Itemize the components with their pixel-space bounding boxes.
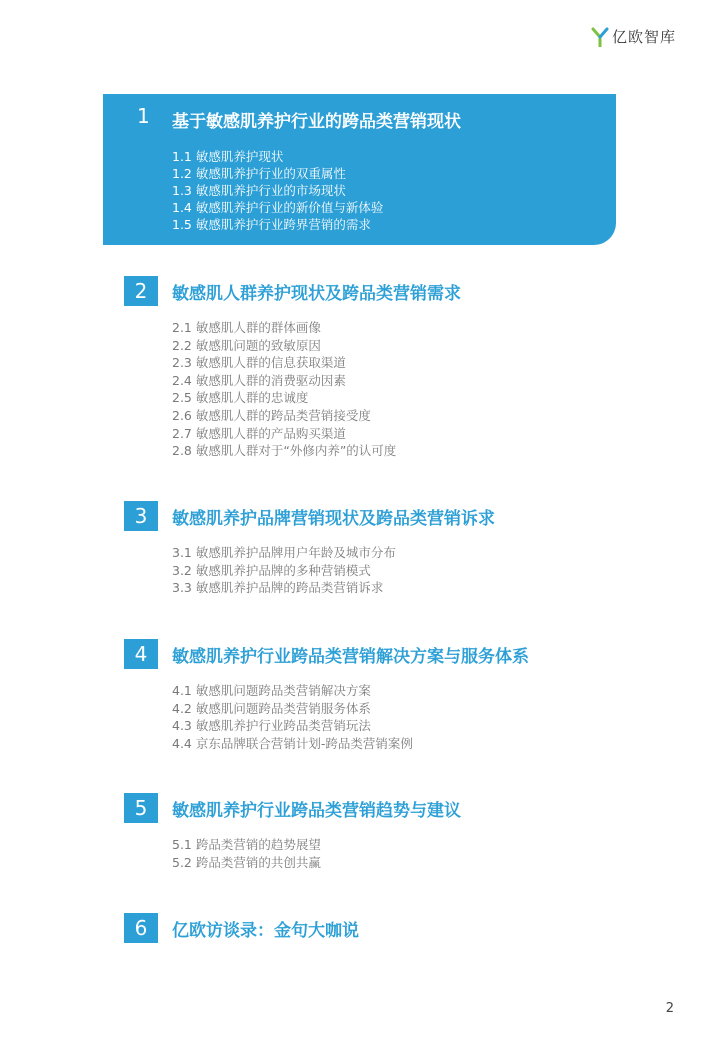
subsection-item[interactable]: 3.1 敏感肌养护品牌用户年龄及城市分布 bbox=[172, 545, 396, 560]
subsection-list bbox=[172, 836, 321, 871]
subsection-item[interactable]: 2.6 敏感肌人群的跨品类营销接受度 bbox=[172, 407, 371, 423]
section-title: 敏感肌养护品牌营销现状及跨品类营销诉求 bbox=[172, 509, 495, 529]
subsection-item[interactable]: 5.2 跨品类营销的共创共赢 bbox=[172, 854, 321, 870]
subsection-item[interactable]: 5.1 跨品类营销的趋势展望 bbox=[172, 837, 321, 852]
yiou-y-logo-icon bbox=[591, 27, 609, 47]
subsection-item[interactable]: 1.4 敏感肌养护行业的新价值与新体验 bbox=[172, 200, 384, 215]
subsection-item[interactable]: 4.2 敏感肌问题跨品类营销服务体系 bbox=[172, 700, 371, 716]
subsection-item[interactable]: 1.1 敏感肌养护现状 bbox=[172, 149, 284, 164]
section-title: 敏感肌养护行业跨品类营销解决方案与服务体系 bbox=[172, 647, 529, 667]
subsection-item[interactable]: 2.8 敏感肌人群对于“外修内养”的认可度 bbox=[172, 443, 397, 459]
brand-logo bbox=[591, 26, 676, 47]
subsection-item[interactable]: 3.2 敏感肌养护品牌的多种营销模式 bbox=[172, 562, 371, 578]
subsection-item[interactable]: 1.3 敏感肌养护行业的市场现状 bbox=[172, 183, 346, 198]
subsection-item[interactable]: 2.4 敏感肌人群的消费驱动因素 bbox=[172, 372, 346, 388]
subsection-item[interactable]: 4.1 敏感肌问题跨品类营销解决方案 bbox=[172, 683, 371, 698]
subsection-list bbox=[172, 148, 383, 233]
page-number: 2 bbox=[665, 1001, 674, 1016]
section-title: 敏感肌养护行业跨品类营销趋势与建议 bbox=[172, 801, 461, 821]
subsection-item[interactable]: 2.1 敏感肌人群的群体画像 bbox=[172, 320, 321, 335]
subsection-item[interactable]: 2.7 敏感肌人群的产品购买渠道 bbox=[172, 425, 346, 441]
toc-section-1-highlighted[interactable] bbox=[103, 94, 616, 245]
section-title: 敏感肌人群养护现状及跨品类营销需求 bbox=[172, 284, 461, 304]
subsection-item[interactable]: 1.5 敏感肌养护行业跨界营销的需求 bbox=[172, 217, 371, 232]
section-number-badge: 4 bbox=[124, 639, 158, 669]
subsection-list bbox=[172, 544, 396, 597]
section-title: 亿欧访谈录：金句大咖说 bbox=[172, 921, 359, 941]
section-number-badge: 5 bbox=[124, 793, 158, 823]
subsection-item[interactable]: 2.2 敏感肌问题的致敏原因 bbox=[172, 337, 321, 353]
subsection-item[interactable]: 1.2 敏感肌养护行业的双重属性 bbox=[172, 166, 346, 181]
subsection-item[interactable]: 2.5 敏感肌人群的忠诚度 bbox=[172, 390, 309, 406]
section-number-badge: 2 bbox=[124, 276, 158, 306]
logo-text: 亿欧智库 bbox=[611, 28, 676, 46]
section-number-badge: 6 bbox=[124, 913, 158, 943]
subsection-list bbox=[172, 319, 396, 460]
section-number: 1 bbox=[137, 104, 150, 128]
section-number-badge: 3 bbox=[124, 501, 158, 531]
subsection-list bbox=[172, 682, 413, 752]
section-title: 基于敏感肌养护行业的跨品类营销现状 bbox=[172, 112, 461, 132]
subsection-item[interactable]: 4.3 敏感肌养护行业跨品类营销玩法 bbox=[172, 718, 371, 734]
subsection-item[interactable]: 2.3 敏感肌人群的信息获取渠道 bbox=[172, 355, 346, 371]
subsection-item[interactable]: 4.4 京东品牌联合营销计划-跨品类营销案例 bbox=[172, 735, 413, 751]
subsection-item[interactable]: 3.3 敏感肌养护品牌的跨品类营销诉求 bbox=[172, 580, 384, 596]
